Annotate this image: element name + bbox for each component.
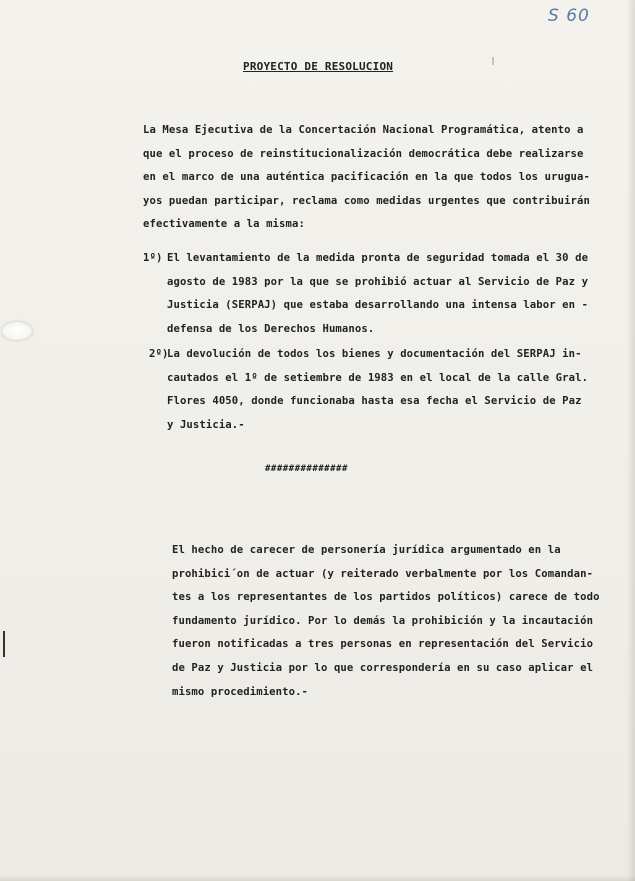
- text-line: tes a los representantes de los partidos políticos) carece de todo: [172, 591, 600, 604]
- text-line: Flores 4050, donde funcionaba hasta esa fecha el Servicio de Paz: [167, 395, 582, 408]
- item-number: 1º): [143, 252, 163, 264]
- page-bottom-shadow: [0, 875, 635, 881]
- text-line: que el proceso de reinstitucionalización democrática debe realizarse: [143, 147, 584, 160]
- paragraph-2: [172, 539, 600, 704]
- handwritten-margin-note: S 60: [548, 6, 590, 26]
- text-line: El hecho de carecer de personería jurídica argumentado en la: [172, 544, 561, 556]
- item-text: [167, 247, 588, 341]
- text-line: fueron notificadas a tres personas en representación del Servicio: [172, 638, 594, 651]
- text-line: yos puedan participar, reclama como medidas urgentes que contribuirán: [143, 194, 590, 207]
- text-line: defensa de los Derechos Humanos.: [167, 322, 375, 335]
- paper-speck: [492, 57, 494, 65]
- text-line: y Justicia.-: [167, 418, 245, 431]
- text-line: La devolución de todos los bienes y documentación del SERPAJ in-: [167, 348, 582, 360]
- item-number: 2º): [149, 348, 169, 360]
- text-line: agosto de 1983 por la que se prohibió actuar al Servicio de Paz y: [167, 275, 589, 288]
- document-heading: PROYECTO DE RESOLUCION: [243, 60, 394, 73]
- text-line: El levantamiento de la medida pronta de seguridad tomada el 30 de: [167, 252, 589, 264]
- paragraph-1: [143, 119, 590, 237]
- text-line: La Mesa Ejecutiva de la Concertación Nacional Programática, atento a: [143, 124, 584, 136]
- margin-pen-mark: [3, 631, 5, 657]
- text-line: en el marco de una auténtica pacificación en la que todos los urugua-: [143, 171, 590, 184]
- page-edge-shadow: [627, 0, 635, 881]
- punch-hole: [2, 322, 32, 340]
- item-text: [167, 343, 588, 437]
- section-separator: ##############: [265, 464, 348, 474]
- text-line: cautados el 1º de setiembre de 1983 en el local de la calle Gral.: [167, 371, 589, 384]
- text-line: mismo procedimiento.-: [172, 685, 309, 698]
- text-line: de Paz y Justicia por lo que correspondería en su caso aplicar el: [172, 661, 594, 674]
- text-line: prohibici´on de actuar (y reiterado verbalmente por los Comandan-: [172, 567, 594, 580]
- text-line: Justicia (SERPAJ) que estaba desarrollando una intensa labor en -: [167, 299, 589, 312]
- text-line: efectivamente a la misma:: [143, 218, 305, 231]
- text-line: fundamento jurídico. Por lo demás la prohibición y la incautación: [172, 614, 594, 627]
